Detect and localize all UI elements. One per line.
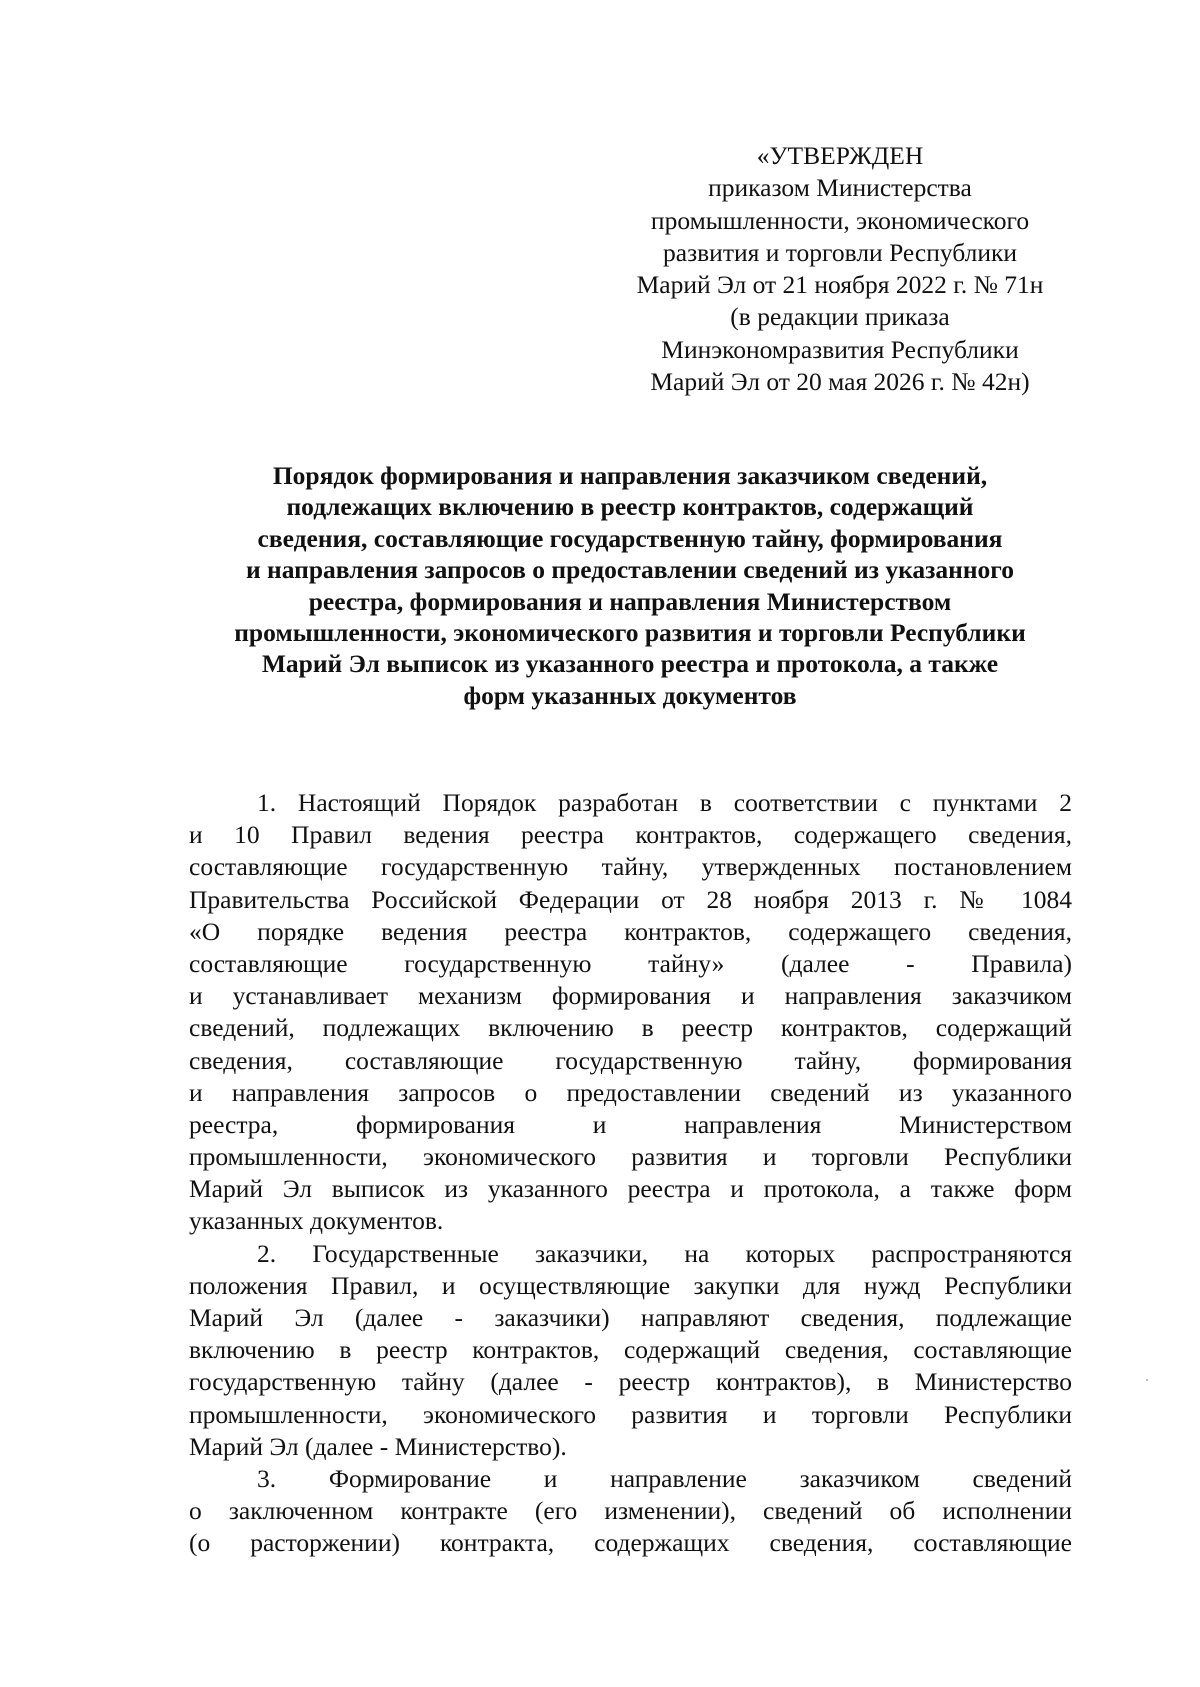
paragraph-1-line: Правительства Российской Федерации от 28 ноября 2013 г. № 1084 bbox=[189, 884, 1072, 914]
paragraph-2-line: государственную тайну (далее - реестр контрактов), в Министерство bbox=[189, 1367, 1072, 1397]
approval-line: Марий Эл от 21 ноября 2022 г. № 71н bbox=[636, 270, 1044, 300]
paragraph-2-line: включению в реестр контрактов, содержащий сведения, составляющие bbox=[189, 1335, 1072, 1365]
paragraph-1-line: Марий Эл выписок из указанного реестра и протокола, а также форм bbox=[189, 1174, 1072, 1204]
paragraph-1-line: составляющие государственную тайну» (далее - Правила) bbox=[189, 948, 1072, 978]
approval-line: Марий Эл от 20 мая 2026 г. № 42н) bbox=[650, 367, 1030, 397]
title-line: подлежащих включению в реестр контрактов, содержащий bbox=[286, 492, 974, 522]
paragraph-1-line: «О порядке ведения реестра контрактов, содержащего сведения, bbox=[189, 916, 1072, 946]
paragraph-3-line: о заключенном контракте (его изменении), сведений об исполнении bbox=[189, 1496, 1072, 1526]
approval-line: «УТВЕРЖДЕН bbox=[756, 141, 924, 170]
approval-line: (в редакции приказа bbox=[730, 302, 950, 332]
paragraph-1-line: сведений, подлежащих включению в реестр контрактов, содержащий bbox=[189, 1013, 1072, 1043]
paragraph-1-line: реестра, формирования и направления Министерством bbox=[189, 1109, 1072, 1139]
approval-line: промышленности, экономического bbox=[650, 205, 1030, 235]
paragraph-2-line: Марий Эл (далее - заказчики) направляют сведения, подлежащие bbox=[189, 1303, 1072, 1332]
title-line: и направления запросов о предоставлении сведений из указанного bbox=[245, 555, 1014, 585]
paragraph-1-line: указанных документов. bbox=[189, 1206, 444, 1236]
title-line: сведения, составляющие государственную тайну, формирования bbox=[257, 523, 1003, 553]
paragraph-2-line: Марий Эл (далее - Министерство). bbox=[189, 1431, 567, 1461]
document-body bbox=[189, 787, 1072, 1560]
paragraph-1-line: и 10 Правил ведения реестра контрактов, содержащего сведения, bbox=[189, 820, 1072, 850]
paragraph-2-line: 2. Государственные заказчики, на которых распространяются bbox=[257, 1238, 1072, 1268]
title-line: промышленности, экономического развития и торговли Республики bbox=[234, 618, 1026, 648]
approval-line: Минэкономразвития Республики bbox=[661, 334, 1019, 364]
document-title bbox=[175, 460, 1085, 711]
paragraph-1-line: составляющие государственную тайну, утвержденных постановлением bbox=[189, 852, 1072, 882]
scan-speck bbox=[1146, 1379, 1148, 1381]
title-line: форм указанных документов bbox=[463, 680, 797, 710]
paragraph-1-line: и устанавливает механизм формирования и направления заказчиком bbox=[189, 981, 1072, 1011]
paragraph-1-line: сведения, составляющие государственную тайну, формирования bbox=[189, 1045, 1072, 1075]
paragraph-1-line: и направления запросов о предоставлении сведений из указанного bbox=[189, 1077, 1072, 1107]
paragraph-2-line: промышленности, экономического развития и торговли Республики bbox=[189, 1399, 1072, 1429]
paragraph-2-line: положения Правил, и осуществляющие закупки для нужд Республики bbox=[189, 1270, 1072, 1300]
approval-line: приказом Министерства bbox=[708, 173, 972, 203]
paragraph-1-line: промышленности, экономического развития и торговли Республики bbox=[189, 1142, 1072, 1172]
title-line: реестра, формирования и направления Министерством bbox=[308, 586, 952, 616]
paragraph-1-line: 1. Настоящий Порядок разработан в соответствии с пунктами 2 bbox=[257, 788, 1072, 817]
title-line: Марий Эл выписок из указанного реестра и протокола, а также bbox=[261, 649, 999, 679]
approval-line: развития и торговли Республики bbox=[663, 237, 1017, 267]
paragraph-3-line: (о расторжении) контракта, содержащих сведения, составляющие bbox=[189, 1528, 1072, 1558]
approval-stamp bbox=[600, 140, 1080, 398]
title-line: Порядок формирования и направления заказчиком сведений, bbox=[272, 461, 988, 490]
paragraph-3-line: 3. Формирование и направление заказчиком сведений bbox=[257, 1463, 1072, 1493]
